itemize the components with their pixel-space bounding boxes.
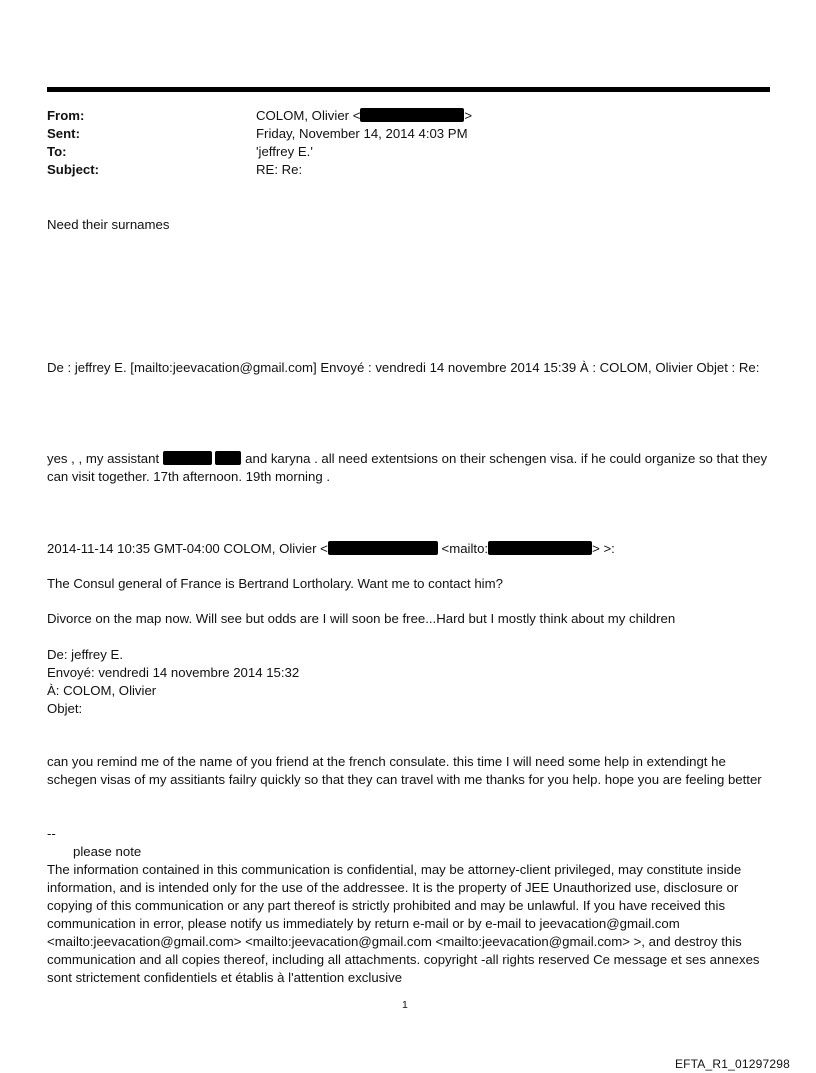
from-name: COLOM, Olivier <	[256, 108, 361, 123]
sent-value: Friday, November 14, 2014 4:03 PM	[256, 126, 468, 141]
subject-value: RE: Re:	[256, 162, 303, 177]
quoted-header-1: De : jeffrey E. [mailto:jeevacation@gmail.com] Envoyé : vendredi 14 novembre 2014 15:39 À : COLOM, Olivier Objet : Re:	[47, 360, 760, 375]
quote-attribution	[47, 540, 770, 558]
header-rule	[47, 87, 770, 92]
redaction-block	[163, 451, 212, 465]
divorce-text: Divorce on the map now. Will see but odds are I will soon be free...Hard but I mostly think about my children	[47, 611, 676, 626]
redaction-block	[488, 541, 592, 555]
de-line: De: jeffrey E.	[47, 647, 123, 662]
to-value: 'jeffrey E.'	[256, 144, 313, 159]
sent-label: Sent:	[47, 126, 80, 141]
quote-attribution-mailto: <mailto:	[441, 541, 489, 556]
objet-line: Objet:	[47, 701, 83, 716]
from-row	[47, 107, 770, 125]
a-line: À: COLOM, Olivier	[47, 683, 157, 698]
from-value	[256, 107, 472, 125]
redaction-block	[360, 108, 464, 122]
reply-text: Need their surnames	[47, 217, 170, 232]
subject-row	[47, 161, 770, 179]
to-label: To:	[47, 144, 67, 159]
redaction-block	[328, 541, 438, 555]
document-id: EFTA_R1_01297298	[674, 1057, 790, 1071]
envoye-line: Envoyé: vendredi 14 novembre 2014 15:32	[47, 665, 300, 680]
message-2-part1: yes , , my assistant	[47, 451, 160, 466]
page-number: 1	[402, 999, 408, 1011]
sent-row	[47, 125, 770, 143]
quote-attribution-end: > >:	[592, 541, 615, 556]
signature-dashes: --	[47, 826, 56, 841]
from-label: From:	[47, 108, 85, 123]
email-header	[47, 107, 770, 179]
redaction-block	[215, 451, 241, 465]
to-row	[47, 143, 770, 161]
from-close: >	[464, 108, 473, 123]
please-note: please note	[73, 844, 142, 859]
quoted-header-2	[47, 646, 770, 718]
message-2-part2: and karyna . all need extentsions on their schengen visa. if he could organize so that they can visit together. 17th afternoon. 19th morning .	[47, 451, 768, 484]
message-2	[47, 450, 770, 486]
quote-attribution-start: 2014-11-14 10:35 GMT-04:00 COLOM, Olivier <	[47, 541, 328, 556]
subject-label: Subject:	[47, 162, 100, 177]
request-text: can you remind me of the name of you friend at the french consulate. this time I will need some help in extendingt he schegen visas of my assitiants failry quickly so that they can travel with me thanks for you help. hope you are feeling better	[47, 754, 762, 787]
consul-text: The Consul general of France is Bertrand Lortholary. Want me to contact him?	[47, 576, 503, 591]
disclaimer: The information contained in this communication is confidential, may be attorney-client privileged, may constitute inside information, and is intended only for the use of the addressee. It is the property of JEE Unauthorized use, disclosure or copying of this communication or any part thereof is strictly prohibited and may be unlawful. If you have received this communication in error, please notify us immediately by return e-mail or by e-mail to jeevacation@gmail.com <mailto:jeevacation@gmail.com> <mailto:jeevacation@gmail.com <mailto:jeevacation@gmail.com> >, and destroy this communication and all copies thereof, including all attachments. copyright -all rights reserved Ce message et ses annexes sont strictement confidentiels et établis à l'attention exclusive	[47, 862, 760, 985]
